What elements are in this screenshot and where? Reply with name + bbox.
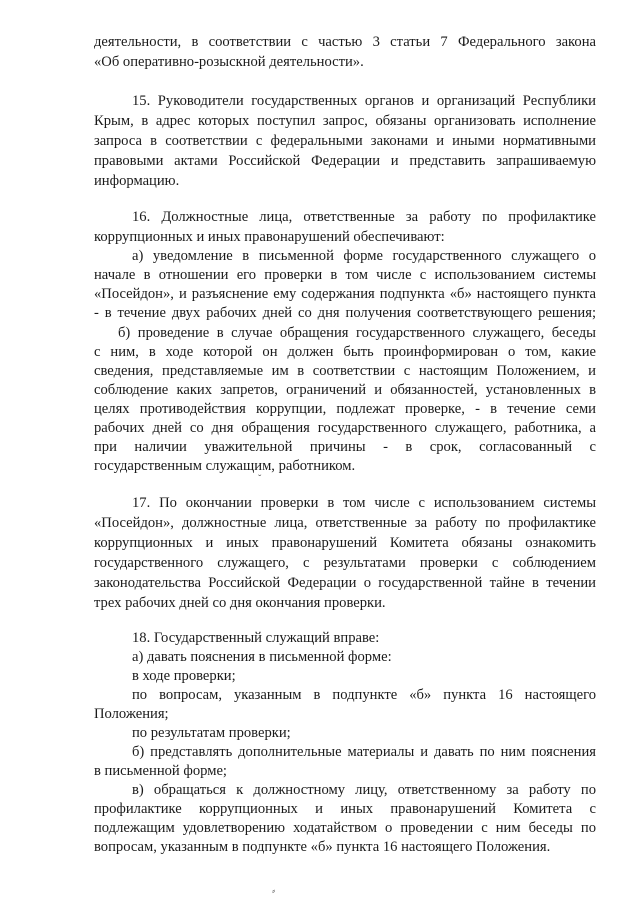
text-line: - в течение двух рабочих дней со дня получения соответствующего решения; bbox=[94, 305, 596, 321]
text-line: Положения; bbox=[94, 706, 169, 722]
scan-artifact-mark-bottom: ⸗ bbox=[272, 886, 276, 897]
text-line: деятельности, в соответствии с частью 3 статьи 7 Федерального закона bbox=[94, 34, 596, 50]
text-line: коррупционных и иных правонарушений Комитета обязаны ознакомить bbox=[94, 535, 596, 551]
text-line: б) проведение в случае обращения государственного служащего, беседы bbox=[118, 325, 596, 341]
text-line: б) представлять дополнительные материалы и давать по ним пояснения bbox=[132, 744, 596, 760]
text-line: Крым, в адрес которых поступил запрос, обязаны организовать исполнение bbox=[94, 113, 596, 129]
text-line: государственным служащим, работником. bbox=[94, 458, 356, 474]
text-line: при наличии уважительной причины - в срок, согласованный с bbox=[94, 439, 596, 455]
text-line: государственного служащего, с результатами проверки с соблюдением bbox=[94, 555, 596, 571]
text-line: по результатам проверки; bbox=[132, 725, 291, 741]
text-line: а) уведомление в письменной форме государственного служащего о bbox=[132, 248, 596, 264]
text-line: «Об оперативно-розыскной деятельности». bbox=[94, 54, 364, 70]
text-line: профилактике коррупционных и иных правонарушений Комитета с bbox=[94, 801, 596, 817]
text-line: по вопросам, указанным в подпункте «б» пункта 16 настоящего bbox=[132, 687, 596, 703]
text-line: в письменной форме; bbox=[94, 763, 227, 779]
text-line: 18. Государственный служащий вправе: bbox=[132, 630, 380, 646]
text-line: законодательства Российской Федерации о государственной тайне в течении bbox=[94, 575, 596, 591]
text-line: правовыми актами Российской Федерации и представить запрашиваемую bbox=[94, 153, 596, 169]
text-line: подлежащим удовлетворению ходатайством о проведении с ним беседы по bbox=[94, 820, 596, 836]
text-line: начале в отношении его проверки в том числе с использованием системы bbox=[94, 267, 596, 283]
text-line: с ним, в ходе которой он должен быть проинформирован о том, какие bbox=[94, 344, 596, 360]
text-line: «Посейдон», должностные лица, ответственные за работу по профилактике bbox=[94, 515, 596, 531]
text-line: вопросам, указанным в подпункте «б» пункта 16 настоящего Положения. bbox=[94, 839, 551, 855]
text-line: коррупционных и иных правонарушений обеспечивают: bbox=[94, 229, 445, 245]
scan-artifact-mark: ˇ bbox=[258, 474, 262, 485]
text-line: трех рабочих дней со дня окончания проверки. bbox=[94, 595, 386, 611]
text-line: в) обращаться к должностному лицу, ответственному за работу по bbox=[132, 782, 596, 798]
text-line: 16. Должностные лица, ответственные за работу по профилактике bbox=[132, 209, 596, 225]
text-line: «Посейдон», и разъяснение ему содержания подпункта «б» настоящего пункта bbox=[94, 286, 596, 302]
text-line: информацию. bbox=[94, 173, 180, 189]
text-line: 15. Руководители государственных органов и организаций Республики bbox=[132, 93, 596, 109]
text-line: запроса в соответствии с федеральными законами и иными нормативными bbox=[94, 133, 596, 149]
text-line: сведения, представляемые им в соответствии с настоящим Положением, и bbox=[94, 363, 596, 379]
text-line: рабочих дней со дня обращения государственного служащего, работника, а bbox=[94, 420, 596, 436]
text-line: в ходе проверки; bbox=[132, 668, 236, 684]
text-line: целях противодействия коррупции, подлежат проверке, - в течение семи bbox=[94, 401, 596, 417]
text-line: а) давать пояснения в письменной форме: bbox=[132, 649, 392, 665]
text-line: соблюдение каких запретов, ограничений и обязанностей, установленных в bbox=[94, 382, 596, 398]
text-line: 17. По окончании проверки в том числе с использованием системы bbox=[132, 495, 596, 511]
